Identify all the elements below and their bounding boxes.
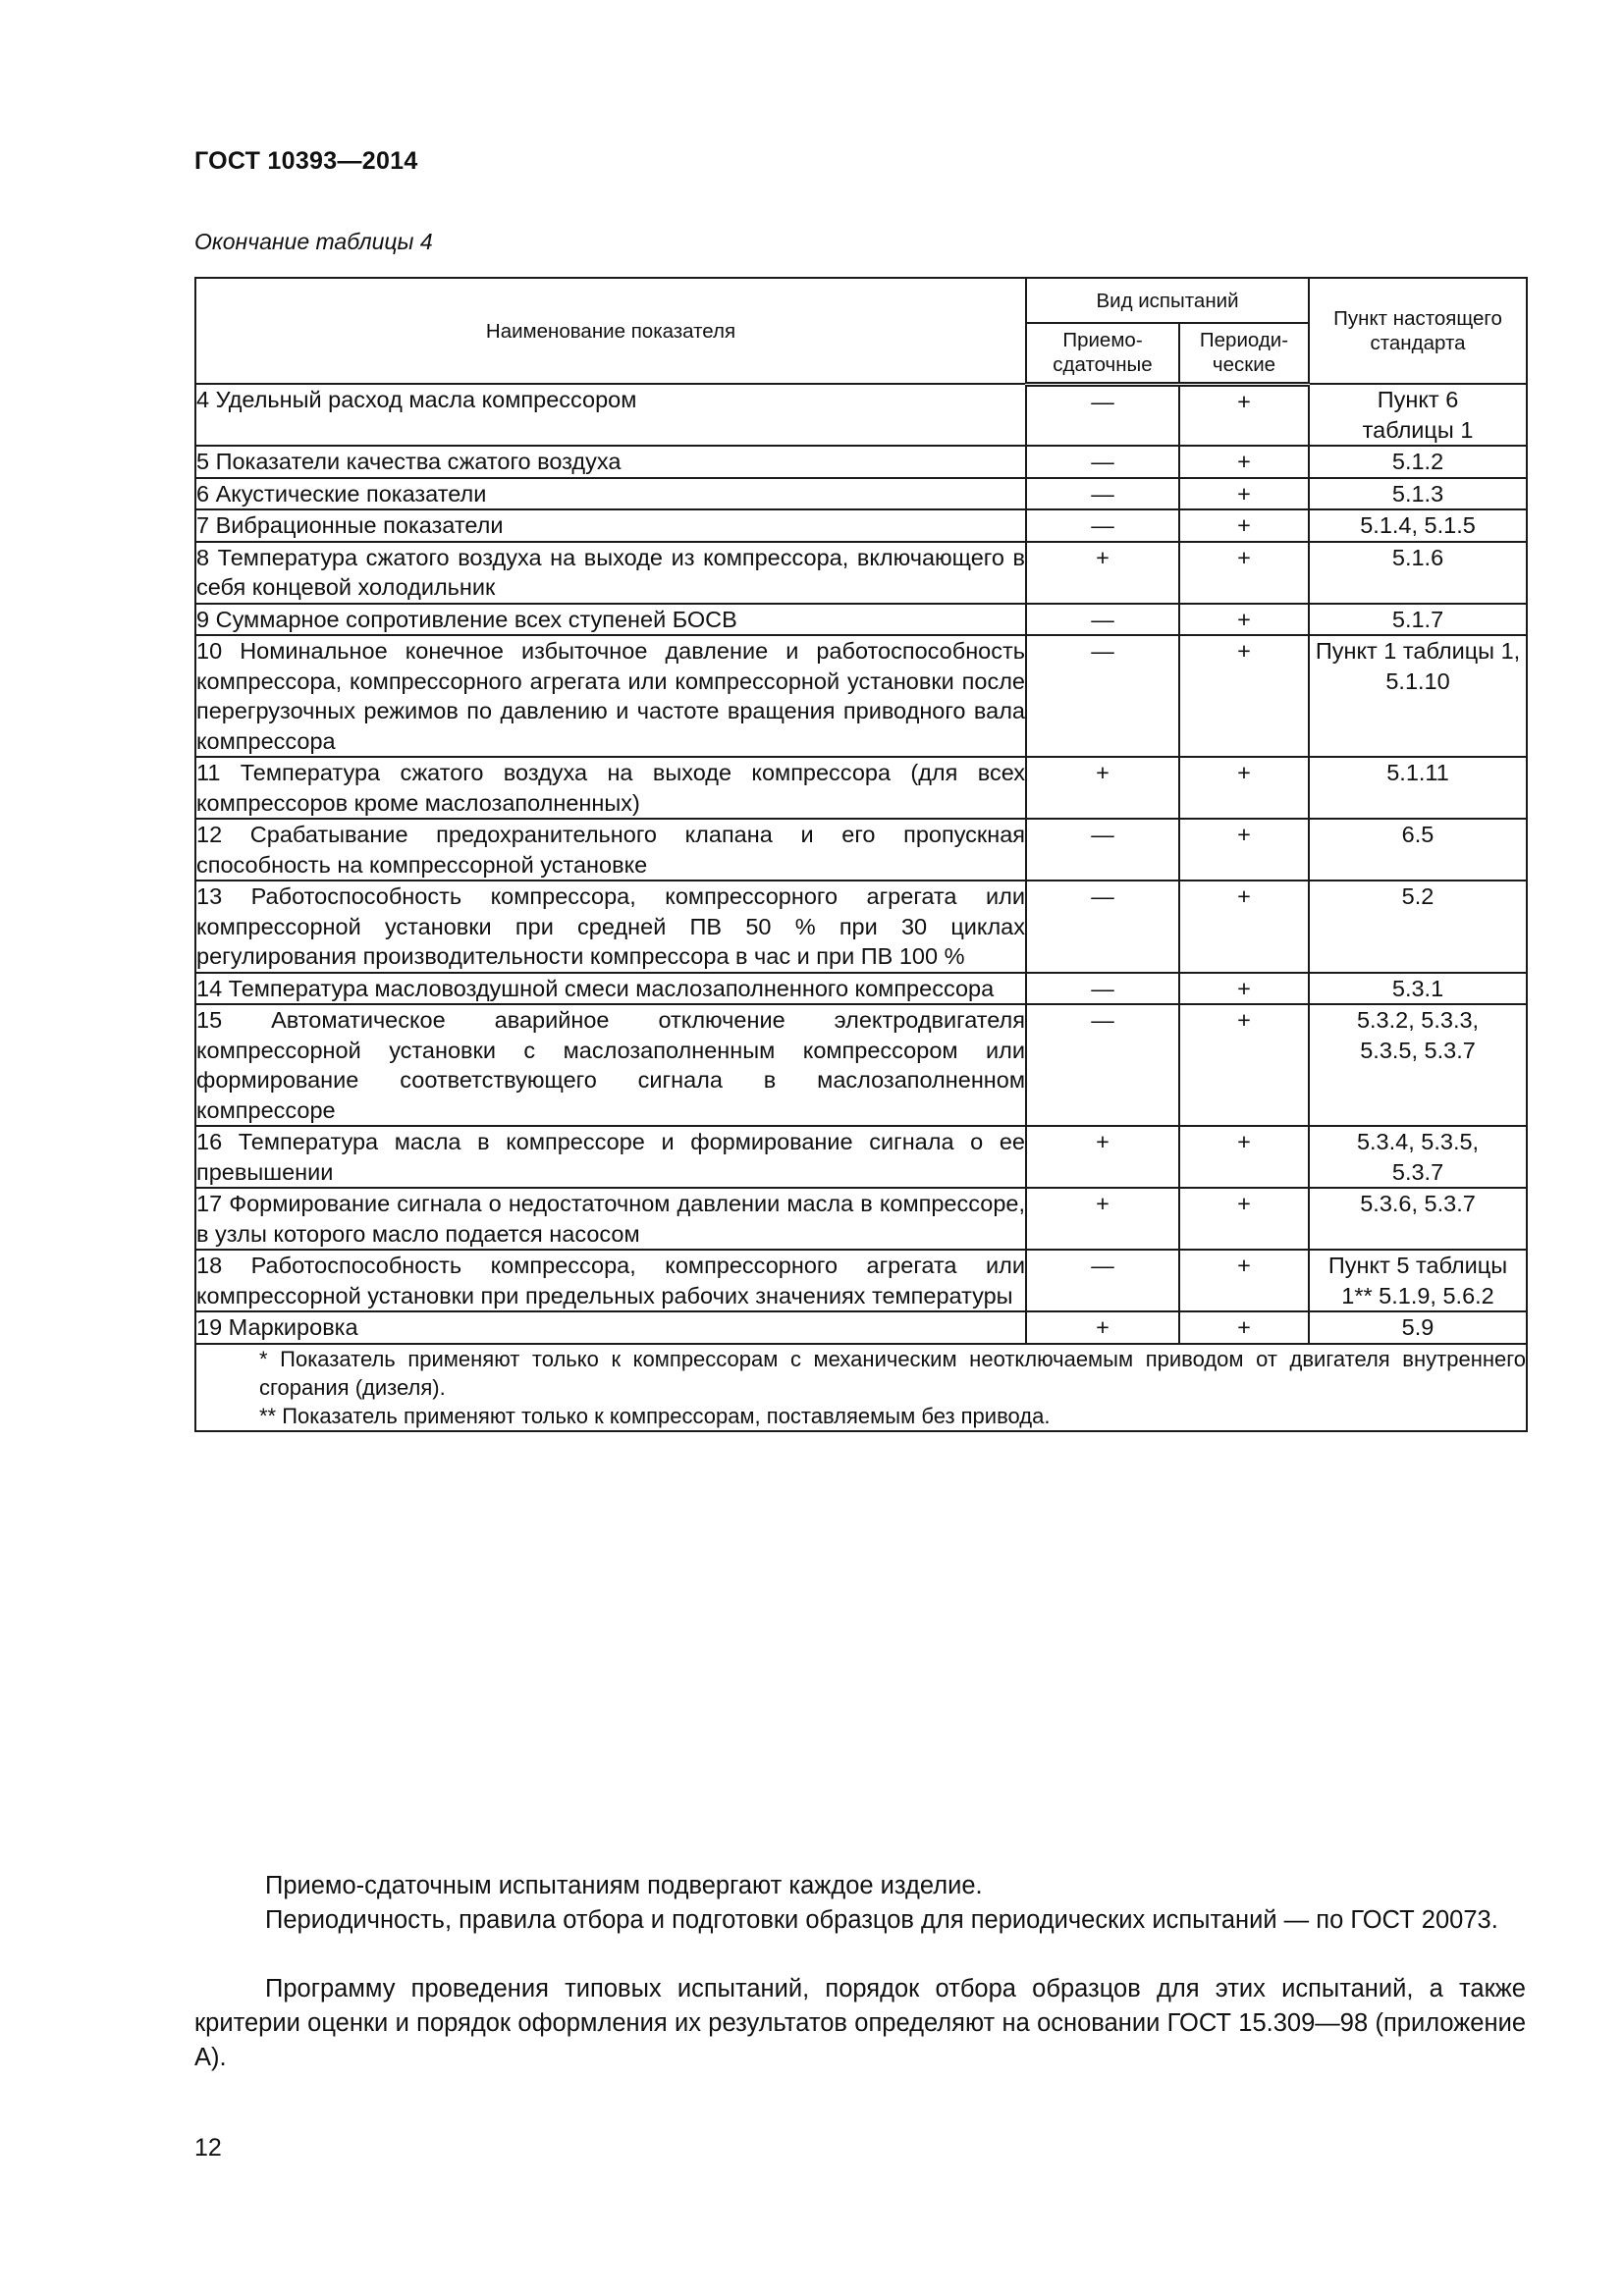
table-row [195, 635, 1527, 757]
periodic-mark-cell: + [1179, 478, 1309, 510]
table-row [195, 881, 1527, 973]
periodic-mark-cell: + [1179, 757, 1309, 819]
table-row [195, 757, 1527, 819]
paragraph-type-tests: Программу проведения типовых испытаний, порядок отбора образцов для этих испытаний, а также критерии оценки и порядок оформления их результатов определяют на основании ГОСТ 15.309—98 (приложение А). [194, 1975, 1526, 2071]
indicator-name-cell: 4 Удельный расход масла компрессором [195, 384, 1026, 446]
header-acceptance: Приемо- сдаточные [1026, 323, 1179, 384]
table-row [195, 973, 1527, 1005]
indicator-name-cell: 5 Показатели качества сжатого воздуха [195, 446, 1026, 478]
indicator-name-cell: 8 Температура сжатого воздуха на выходе из компрессора, включающего в себя концевой холодильник [195, 542, 1026, 604]
acceptance-mark-cell: — [1026, 604, 1179, 636]
periodic-mark-cell: + [1179, 1188, 1309, 1250]
acceptance-mark-cell: — [1026, 1004, 1179, 1126]
periodic-mark-cell: + [1179, 1311, 1309, 1344]
document-id: ГОСТ 10393—2014 [194, 147, 418, 175]
acceptance-mark-cell: + [1026, 1188, 1179, 1250]
table-row [195, 1126, 1527, 1188]
indicator-name-cell: 11 Температура сжатого воздуха на выходе компрессора (для всех компрессоров кроме маслозаполненных) [195, 757, 1026, 819]
header-test-type: Вид испытаний [1026, 278, 1309, 323]
periodic-mark-cell: + [1179, 384, 1309, 446]
periodic-mark-cell: + [1179, 1250, 1309, 1311]
clause-ref-cell: 5.1.11 [1309, 757, 1527, 819]
indicators-table [194, 277, 1528, 1432]
clause-ref-cell: Пункт 1 таблицы 1, 5.1.10 [1309, 635, 1527, 757]
periodic-mark-cell: + [1179, 1004, 1309, 1126]
table-row [195, 1188, 1527, 1250]
acceptance-mark-cell: — [1026, 509, 1179, 542]
indicator-name-cell: 6 Акустические показатели [195, 478, 1026, 510]
table-body [195, 384, 1527, 1344]
acceptance-mark-cell: — [1026, 635, 1179, 757]
table-row [195, 384, 1527, 446]
acceptance-mark-cell: — [1026, 881, 1179, 973]
acceptance-mark-cell: — [1026, 384, 1179, 446]
indicator-name-cell: 18 Работоспособность компрессора, компрессорного агрегата или компрессорной установки при предельных рабочих значениях температуры [195, 1250, 1026, 1311]
table-row [195, 819, 1527, 881]
periodic-mark-cell: + [1179, 604, 1309, 636]
periodic-mark-cell: + [1179, 509, 1309, 542]
indicator-name-cell: 17 Формирование сигнала о недостаточном давлении масла в компрессоре, в узлы которого масло подается насосом [195, 1188, 1026, 1250]
periodic-mark-cell: + [1179, 973, 1309, 1005]
note-2: ** Показатель применяют только к компрессорам, поставляемым без привода. [259, 1403, 1051, 1428]
table-row [195, 1250, 1527, 1311]
clause-ref-cell: 5.1.3 [1309, 478, 1527, 510]
periodic-mark-cell: + [1179, 635, 1309, 757]
paragraph-acceptance-tests: Приемо-сдаточным испытаниям подвергают каждое изделие. [265, 1872, 983, 1899]
table-row [195, 509, 1527, 542]
periodic-mark-cell: + [1179, 1126, 1309, 1188]
acceptance-mark-cell: + [1026, 1126, 1179, 1188]
clause-ref-cell: 5.9 [1309, 1311, 1527, 1344]
acceptance-mark-cell: + [1026, 542, 1179, 604]
table-row [195, 542, 1527, 604]
clause-ref-cell: 5.1.7 [1309, 604, 1527, 636]
table-row [195, 604, 1527, 636]
clause-ref-cell: Пункт 6 таблицы 1 [1309, 384, 1527, 446]
page-number: 12 [194, 2134, 222, 2162]
acceptance-mark-cell: + [1026, 757, 1179, 819]
header-clause: Пункт настоящего стандарта [1309, 278, 1527, 384]
paragraph-periodic-tests: Периодичность, правила отбора и подготовки образцов для периодических испытаний — по ГОСТ 20073. [265, 1906, 1498, 1934]
table-row [195, 446, 1527, 478]
table-row [195, 1004, 1527, 1126]
indicator-name-cell: 10 Номинальное конечное избыточное давление и работоспособность компрессора, компрессорного агрегата или компрессорной установки после перегрузочных режимов по давлению и частоте вращения приводного вала компрессора [195, 635, 1026, 757]
clause-ref-cell: 5.3.1 [1309, 973, 1527, 1005]
indicator-name-cell: 9 Суммарное сопротивление всех ступеней БОСВ [195, 604, 1026, 636]
clause-ref-cell: 5.2 [1309, 881, 1527, 973]
periodic-mark-cell: + [1179, 446, 1309, 478]
clause-ref-cell: 6.5 [1309, 819, 1527, 881]
clause-ref-cell: Пункт 5 таблицы 1** 5.1.9, 5.6.2 [1309, 1250, 1527, 1311]
clause-ref-cell: 5.1.6 [1309, 542, 1527, 604]
indicator-name-cell: 14 Температура масловоздушной смеси маслозаполненного компрессора [195, 973, 1026, 1005]
header-indicator-name: Наименование показателя [195, 278, 1026, 384]
indicator-name-cell: 7 Вибрационные показатели [195, 509, 1026, 542]
periodic-mark-cell: + [1179, 881, 1309, 973]
note-1: * Показатель применяют только к компрессорам с механическим неотключаемым приводом от двигателя внутреннего сгорания (дизеля). [259, 1346, 1527, 1400]
clause-ref-cell: 5.1.4, 5.1.5 [1309, 509, 1527, 542]
periodic-mark-cell: + [1179, 542, 1309, 604]
acceptance-mark-cell: — [1026, 973, 1179, 1005]
indicator-name-cell: 19 Маркировка [195, 1311, 1026, 1344]
clause-ref-cell: 5.3.4, 5.3.5, 5.3.7 [1309, 1126, 1527, 1188]
clause-ref-cell: 5.3.6, 5.3.7 [1309, 1188, 1527, 1250]
acceptance-mark-cell: — [1026, 1250, 1179, 1311]
indicator-name-cell: 16 Температура масла в компрессоре и формирование сигнала о ее превышении [195, 1126, 1026, 1188]
acceptance-mark-cell: — [1026, 819, 1179, 881]
acceptance-mark-cell: — [1026, 446, 1179, 478]
indicator-name-cell: 13 Работоспособность компрессора, компрессорного агрегата или компрессорной установки при средней ПВ 50 % при 30 циклах регулирования производительности компрессора в час и при ПВ 100 % [195, 881, 1026, 973]
periodic-mark-cell: + [1179, 819, 1309, 881]
table-caption: Окончание таблицы 4 [194, 229, 433, 254]
indicator-name-cell: 12 Срабатывание предохранительного клапана и его пропускная способность на компрессорной установке [195, 819, 1026, 881]
table-row [195, 1311, 1527, 1344]
clause-ref-cell: 5.3.2, 5.3.3, 5.3.5, 5.3.7 [1309, 1004, 1527, 1126]
table-row [195, 478, 1527, 510]
acceptance-mark-cell: — [1026, 478, 1179, 510]
header-periodic: Периоди- ческие [1179, 323, 1309, 384]
clause-ref-cell: 5.1.2 [1309, 446, 1527, 478]
acceptance-mark-cell: + [1026, 1311, 1179, 1344]
indicator-name-cell: 15 Автоматическое аварийное отключение электродвигателя компрессорной установки с маслозаполненным компрессором или формирование соответствующего сигнала в маслозаполненном компрессоре [195, 1004, 1026, 1126]
table-notes [195, 1344, 1527, 1431]
